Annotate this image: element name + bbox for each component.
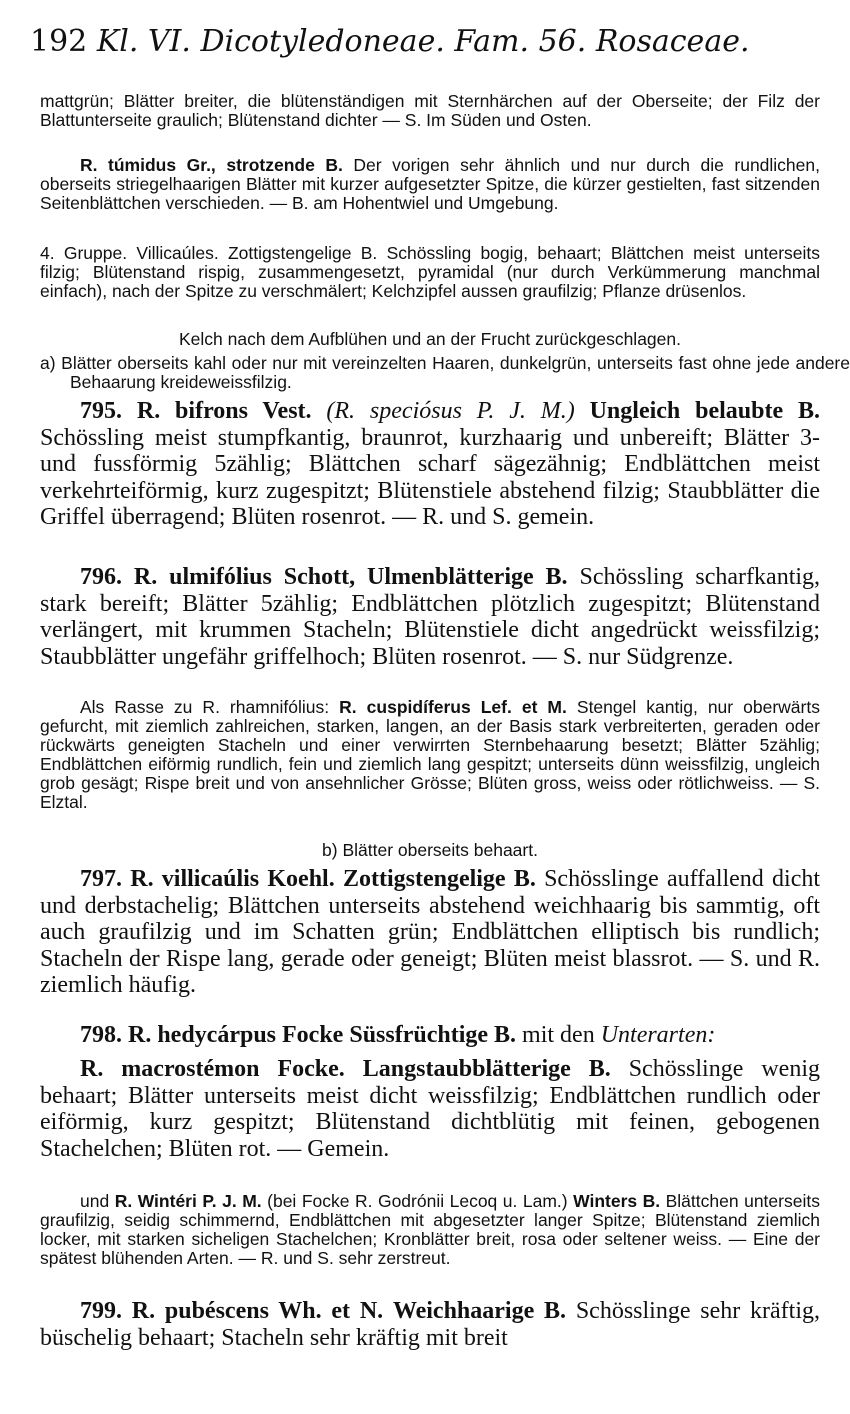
species-796 — [40, 564, 820, 670]
group-label: 4. Gruppe. Villicaúles. Zottigstengelige B. — [40, 243, 378, 263]
species-799 — [40, 1298, 820, 1351]
key-a: a) Blätter oberseits kahl oder nur mit vereinzelten Haaren, dunkelgrün, unterseits fast ohne jede andere Behaarung kreideweissfilzig. — [40, 353, 850, 392]
para-rasse — [40, 698, 820, 812]
species-common-name: Winters B. — [573, 1191, 661, 1211]
species-name: 795. R. bifrons Vest. — [80, 398, 312, 424]
species-798-macrostemon — [40, 1056, 820, 1162]
species-mid: mit den — [522, 1022, 595, 1048]
species-text: Der vorigen sehr ähnlich und nur durch die rundlichen, oberseits striegelhaarigen Blätter mit kurzer aufgesetzter Spitze, die kürzer gestielten, fast sitzenden Seitenblättchen verschieden. — B. am Hohentwiel und Umgebung. — [40, 155, 820, 213]
species-synonym: (R. speciósus P. J. M.) — [326, 398, 575, 424]
species-name: 798. R. hedycárpus Focke — [80, 1022, 344, 1048]
rasse-lead: Als Rasse zu R. rhamnifólius: — [80, 697, 330, 717]
species-synonym: (bei Focke R. Godrónii Lecoq u. Lam.) — [267, 1191, 568, 1211]
species-name: 799. R. pubéscens Wh. et N. — [80, 1298, 384, 1324]
species-name: R. macrostémon Focke. — [80, 1056, 345, 1082]
species-common-name: Langstaubblätterige B. — [362, 1056, 611, 1082]
species-795 — [40, 398, 820, 531]
species-name: R. túmidus Gr., strotzende B. — [80, 155, 343, 175]
species-text: Schössling meist stumpfkantig, braunrot, kurzhaarig und unbereift; Blätter 3- und fussförmig 5zählig; Blättchen scharf sägezähnig; Endblättchen meist verkehrteiförmig, kurz zugespitzt; Blütenstiele abstehend filzig; Staubblätter die Griffel überragend; Blüten rosenrot. — R. und S. gemein. — [40, 424, 820, 530]
species-common-name: Ulmenblätterige B. — [367, 564, 568, 590]
running-header — [30, 24, 830, 59]
species-name: 796. R. ulmifólius Schott, — [80, 564, 356, 590]
species-common-name: Weichhaarige B. — [392, 1298, 567, 1324]
species-797 — [40, 866, 820, 999]
species-common-name: Zottigstengelige B. — [342, 866, 536, 892]
species-common-name: Süssfrüchtige B. — [349, 1022, 517, 1048]
line-kelch: Kelch nach dem Aufblühen und an der Frucht zurückgeschlagen. — [179, 329, 681, 349]
species-text: Schössling scharfkantig, stark bereift; Blätter 5zählig; Endblättchen plötzlich zugespitzt; Blütenstand verlängert, mit krummen Stacheln; Blütenstiele dicht angedrückt weissfilzig; Staubblätter ungefähr griffelhoch; Blüten rosenrot. — S. nur Südgrenze. — [40, 564, 821, 670]
species-lead: und — [80, 1191, 110, 1211]
species-text: Schösslinge sehr kräftig, büschelig behaart; Stacheln sehr kräftig mit breit — [40, 1298, 821, 1351]
para-tumidus — [40, 156, 820, 213]
species-common-name: Ungleich belaubte B. — [589, 398, 821, 424]
subspecies-label: Unterarten: — [600, 1022, 716, 1048]
para-intro: mattgrün; Blätter breiter, die blütenständigen mit Sternhärchen auf der Oberseite; der Filz der Blattunterseite graulich; Blütenstand dichter — S. Im Süden und Osten. — [40, 91, 820, 130]
page-number: 192 — [30, 24, 88, 59]
species-798-winteri — [40, 1192, 820, 1268]
rasse-name: R. cuspidíferus Lef. et M. — [339, 697, 567, 717]
species-name: R. Wintéri P. J. M. — [114, 1191, 262, 1211]
rasse-text: Stengel kantig, nur oberwärts gefurcht, mit ziemlich zahlreichen, starken, langen, an der Basis stark verbreiterten, geraden oder rückwärts geneigten Stacheln und einer verwirrten Sternbehaarung besetzt; Blätter 5zählig; Endblättchen eiförmig rundlich, fein und ziemlich lang gespitzt; unterseits dünn weissfilzig, ungleich grob gesägt; Rispe breit und von ansehnlicher Grösse; Blüten gross, weiss oder rötlichweiss. — S. Elztal. — [40, 697, 820, 812]
key-b: b) Blätter oberseits behaart. — [322, 840, 538, 860]
para-gruppe-4 — [40, 244, 820, 301]
species-798 — [40, 1022, 820, 1049]
running-title: Kl. VI. Dicotyledoneae. Fam. 56. Rosaceae. — [96, 24, 750, 59]
species-text: Schösslinge auffallend dicht und derbstachelig; Blättchen unterseits abstehend weichhaarig bis sammtig, oft auch graufilzig und im Schatten grün; Endblättchen elliptisch bis rundlich; Stacheln der Rispe lang, gerade oder geneigt; Blüten meist blassrot. — S. und R. ziemlich häufig. — [40, 866, 821, 998]
group-text: Schössling bogig, behaart; Blättchen meist unterseits filzig; Blütenstand rispig, zusammengesetzt, pyramidal (nur durch Verkümmerung manchmal einfach), nach der Spitze zu verschmälert; Kelchzipfel aussen graufilzig; Pflanze drüsenlos. — [40, 243, 821, 301]
species-name: 797. R. villicaúlis Koehl. — [80, 866, 335, 892]
species-text: Blättchen unterseits graufilzig, seidig schimmernd, Endblättchen mit abgesetzter langer Spitze; Blütenstand ziemlich locker, mit starken sicheligen Stachelchen; Kronblätter breit, rosa oder seltener weiss. — Eine der spätest blühenden Arten. — R. und S. sehr zerstreut. — [40, 1191, 820, 1268]
species-text: Schösslinge wenig behaart; Blätter unterseits meist dicht weissfilzig; Endblättchen rundlich oder eiförmig, kurz gespitzt; Blütenstand dichtblütig mit feinen, gebogenen Stachelchen; Blüten rot. — Gemein. — [40, 1056, 820, 1162]
